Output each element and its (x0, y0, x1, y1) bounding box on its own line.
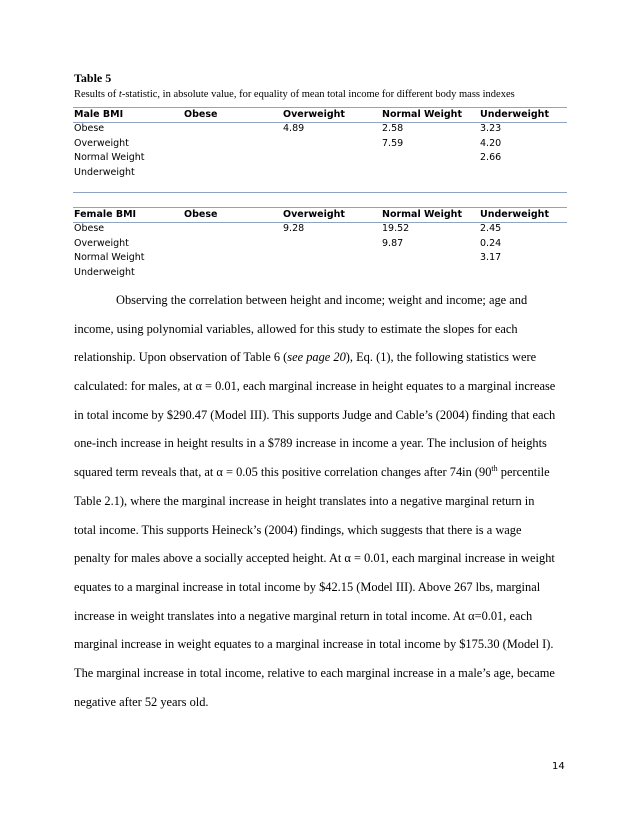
header-cell: Obese (184, 209, 218, 220)
text-line: Observing the correlation between height and income; weight and income; age and (116, 293, 528, 307)
table-cell: 3.17 (480, 252, 502, 263)
female-bmi-table-body (74, 222, 568, 280)
table-rule (73, 192, 567, 193)
text-line: total income. This supports Heineck’s (2004) findings, which suggests that there is a wage (74, 522, 522, 537)
text-line: in total income by $290.47 (Model III). This supports Judge and Cable’s (2004) finding that each (74, 407, 556, 422)
table-row (74, 266, 568, 281)
subtitle-part: -statistic, in absolute value, for equality of mean total income for different body mass indexes (121, 89, 515, 100)
superscript: th (491, 464, 498, 473)
table-cell: 4.89 (283, 123, 305, 134)
table-cell: 2.45 (480, 223, 502, 234)
table-cell: Obese (74, 223, 105, 234)
text-line (74, 464, 569, 493)
table-row (74, 222, 568, 237)
text-line: marginal increase in weight equates to a marginal increase in total income by $175.30 (Model I). (74, 637, 554, 652)
header-cell: Underweight (480, 109, 549, 120)
table-cell: 9.28 (283, 223, 305, 234)
table-cell: Normal Weight (74, 152, 145, 163)
text-span: percentile (497, 465, 550, 480)
table-cell: 2.66 (480, 152, 502, 163)
table-cell: 2.58 (382, 123, 404, 134)
table-cell: Normal Weight (74, 252, 145, 263)
subtitle-part: Results of (74, 89, 119, 100)
text-span: relationship. Upon observation of Table 6 ( (74, 350, 288, 365)
table-cell: 19.52 (382, 223, 410, 234)
text-line: calculated: for males, at α = 0.01, each marginal increase in height equates to a marginal increase (74, 379, 556, 394)
header-cell: Normal Weight (382, 209, 462, 220)
header-cell: Obese (184, 109, 218, 120)
male-bmi-table (74, 108, 568, 123)
table-row (74, 166, 568, 181)
header-cell: Male BMI (74, 109, 124, 120)
table-header-row (74, 108, 568, 123)
text-line (74, 349, 569, 378)
table-row (74, 122, 568, 137)
table-cell: 3.23 (480, 123, 502, 134)
table-cell: Overweight (74, 137, 129, 149)
table-cell: Obese (74, 123, 105, 134)
table-cell: Overweight (74, 237, 129, 249)
text-line: Table 2.1), where the marginal increase in height translates into a negative marginal return in (74, 493, 535, 508)
header-cell: Female BMI (74, 209, 137, 220)
table-cell: Underweight (74, 166, 135, 178)
table-header-row (74, 208, 568, 223)
page-number: 14 (552, 761, 565, 772)
table-caption: Table 5 (74, 71, 112, 85)
header-cell: Overweight (283, 209, 345, 220)
header-cell: Overweight (283, 109, 345, 120)
text-span: squared term reveals that, at α = 0.05 this positive correlation changes after 74in (90 (74, 465, 492, 480)
text-line: negative after 52 years old. (74, 694, 209, 709)
table-subtitle (74, 89, 515, 100)
page-reference: see page 20 (287, 350, 346, 365)
body-paragraph (74, 292, 569, 722)
header-cell: Normal Weight (382, 109, 462, 120)
table-row (74, 137, 568, 152)
female-bmi-table (74, 208, 568, 223)
table-row (74, 237, 568, 252)
table-cell: 7.59 (382, 137, 404, 149)
table-cell: 4.20 (480, 137, 502, 149)
subtitle-italic: t (118, 89, 122, 100)
text-line: income, using polynomial variables, allowed for this study to estimate the slopes for each (74, 321, 518, 336)
text-line: one-inch increase in height results in a $789 increase in income a year. The inclusion of heights (74, 436, 547, 451)
text-span: ), Eq. (1), the following statistics were (345, 350, 537, 365)
table-row (74, 251, 568, 266)
table-cell: 9.87 (382, 237, 404, 249)
text-line: penalty for males above a socially accepted height. At α = 0.01, each marginal increase in weight (74, 551, 555, 566)
text-line: equates to a marginal increase in total income by $42.15 (Model III). Above 267 lbs, marginal (74, 579, 541, 594)
table-cell: 0.24 (480, 237, 502, 249)
table-cell: Underweight (74, 266, 135, 278)
table-row (74, 151, 568, 166)
text-line: increase in weight translates into a negative marginal return in total income. At α=0.01, each (74, 608, 533, 623)
header-cell: Underweight (480, 209, 549, 220)
text-line: The marginal increase in total income, relative to each marginal increase in a male’s age, became (74, 665, 555, 680)
male-bmi-table-body (74, 122, 568, 180)
